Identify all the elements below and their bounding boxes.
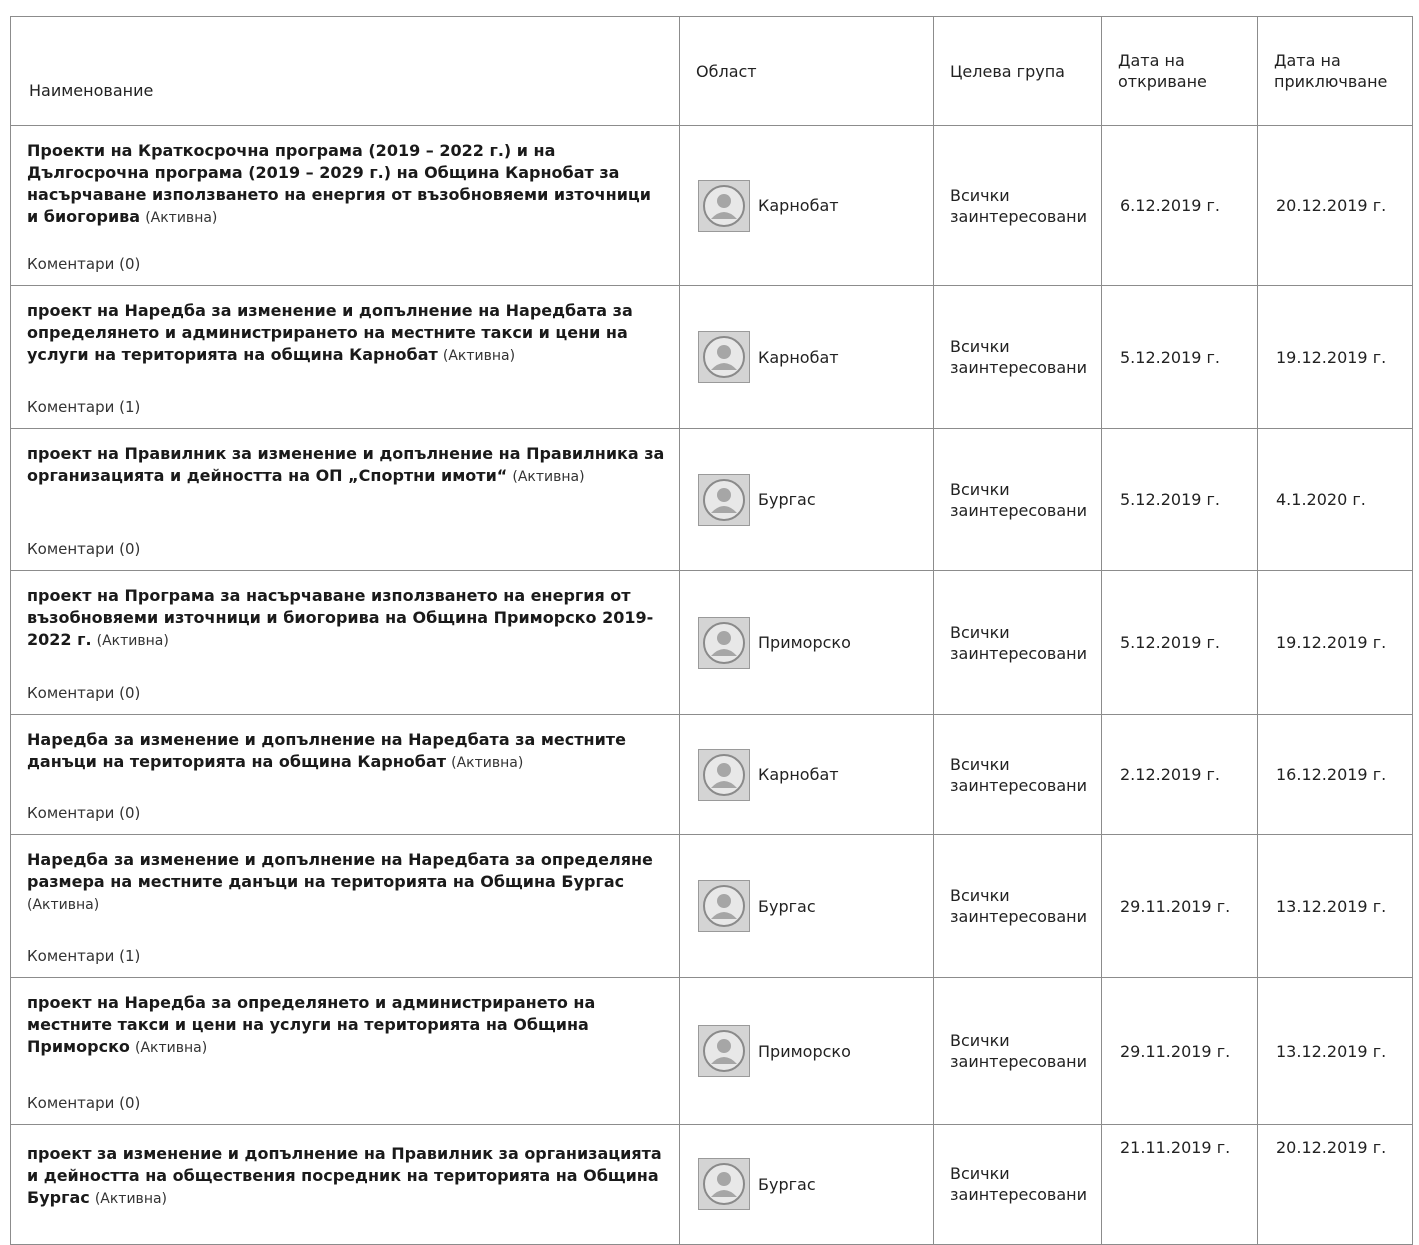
target-cell: Всички заинтересовани bbox=[934, 1125, 1102, 1245]
consultation-title-link[interactable]: Проекти на Краткосрочна програма (2019 – 2022 г.) и на Дългосрочна програма (2019 – 2029 г.) на Община Карнобат за насърчаване използването на енергия от възобновяеми източници и биогорива bbox=[27, 141, 651, 226]
status-label: (Активна) bbox=[442, 348, 516, 364]
region-cell bbox=[680, 286, 934, 429]
region-label: Бургас bbox=[758, 1174, 816, 1194]
region-cell bbox=[680, 1125, 934, 1245]
header-name[interactable]: Наименование bbox=[11, 17, 680, 126]
comments-link[interactable]: Коментари (0) bbox=[27, 804, 141, 822]
open-date-cell: 21.11.2019 г. bbox=[1102, 1125, 1258, 1245]
status-label: (Активна) bbox=[145, 210, 218, 226]
comments-link[interactable]: Коментари (0) bbox=[27, 255, 141, 273]
consultation-title-link[interactable]: Наредба за изменение и допълнение на Наредбата за местните данъци на територията на община Карнобат bbox=[27, 730, 626, 771]
header-close-date[interactable]: Дата на приключване bbox=[1258, 17, 1413, 126]
name-cell bbox=[11, 286, 680, 429]
region-cell bbox=[680, 571, 934, 715]
region-cell bbox=[680, 126, 934, 286]
region-label: Бургас bbox=[758, 896, 816, 916]
consultation-title-link[interactable]: проект на Наредба за изменение и допълнение на Наредбата за определянето и администрирането на местните такси и цени на услуги на територията на община Карнобат bbox=[27, 301, 633, 364]
name-cell bbox=[11, 429, 680, 571]
header-target[interactable]: Целева група bbox=[934, 17, 1102, 126]
name-cell bbox=[11, 126, 680, 286]
region-avatar-icon bbox=[698, 617, 750, 669]
region-label: Приморско bbox=[758, 633, 851, 652]
open-date-cell: 5.12.2019 г. bbox=[1102, 571, 1258, 715]
region-avatar-icon bbox=[698, 880, 750, 932]
table-row bbox=[11, 286, 1413, 429]
status-label: (Активна) bbox=[451, 755, 524, 771]
open-date-cell: 29.11.2019 г. bbox=[1102, 835, 1258, 978]
open-date-cell: 2.12.2019 г. bbox=[1102, 715, 1258, 835]
region-label: Карнобат bbox=[758, 347, 839, 367]
target-cell: Всички заинтересовани bbox=[934, 715, 1102, 835]
target-cell: Всички заинтересовани bbox=[934, 286, 1102, 429]
status-label: (Активна) bbox=[135, 1040, 208, 1056]
close-date-cell: 16.12.2019 г. bbox=[1258, 715, 1413, 835]
consultation-title-link[interactable]: проект на Правилник за изменение и допълнение на Правилника за организацията и дейността на ОП „Спортни имоти“ bbox=[27, 444, 665, 485]
table-row bbox=[11, 978, 1413, 1125]
consultations-table bbox=[10, 16, 1413, 1245]
open-date-cell: 5.12.2019 г. bbox=[1102, 429, 1258, 571]
consultation-title-link[interactable]: проект на Програма за насърчаване използването на енергия от възобновяеми източници и биогорива на Община Приморско 2019-2022 г. bbox=[27, 586, 654, 649]
target-cell: Всички заинтересовани bbox=[934, 978, 1102, 1125]
close-date-cell: 4.1.2020 г. bbox=[1258, 429, 1413, 571]
target-cell: Всички заинтересовани bbox=[934, 429, 1102, 571]
region-label: Приморско bbox=[758, 1041, 851, 1061]
close-date-cell: 13.12.2019 г. bbox=[1258, 835, 1413, 978]
close-date-cell: 19.12.2019 г. bbox=[1258, 286, 1413, 429]
name-cell bbox=[11, 978, 680, 1125]
header-open-date[interactable]: Дата на откриване bbox=[1102, 17, 1258, 126]
status-label: (Активна) bbox=[27, 897, 100, 913]
header-region[interactable]: Област bbox=[680, 17, 934, 126]
name-cell bbox=[11, 1125, 680, 1245]
name-cell bbox=[11, 835, 680, 978]
region-label: Карнобат bbox=[758, 765, 839, 784]
open-date-cell: 6.12.2019 г. bbox=[1102, 126, 1258, 286]
consultation-title-link[interactable]: проект за изменение и допълнение на Правилник за организацията и дейността на обществения посредник на територията на Община Бургас bbox=[27, 1144, 662, 1207]
comments-link[interactable]: Коментари (1) bbox=[27, 398, 141, 416]
comments-link[interactable]: Коментари (0) bbox=[27, 684, 141, 702]
region-avatar-icon bbox=[698, 474, 750, 526]
status-label: (Активна) bbox=[512, 469, 585, 485]
table-row bbox=[11, 715, 1413, 835]
target-cell: Всички заинтересовани bbox=[934, 571, 1102, 715]
region-label: Бургас bbox=[758, 490, 816, 509]
comments-link[interactable]: Коментари (0) bbox=[27, 540, 141, 558]
region-cell bbox=[680, 978, 934, 1125]
table-header-row bbox=[11, 17, 1413, 126]
table-row bbox=[11, 571, 1413, 715]
consultations-table-container bbox=[10, 16, 1412, 1245]
region-avatar-icon bbox=[698, 331, 750, 383]
consultation-title-link[interactable]: Наредба за изменение и допълнение на Наредбата за определяне размера на местните данъци на територията на Община Бургас bbox=[27, 850, 653, 891]
open-date-cell: 29.11.2019 г. bbox=[1102, 978, 1258, 1125]
table-row bbox=[11, 429, 1413, 571]
close-date-cell: 19.12.2019 г. bbox=[1258, 571, 1413, 715]
consultation-title-link[interactable]: проект на Наредба за определянето и администрирането на местните такси и цени на услуги на територията на Община Приморско bbox=[27, 993, 596, 1056]
close-date-cell: 20.12.2019 г. bbox=[1258, 126, 1413, 286]
region-avatar-icon bbox=[698, 749, 750, 801]
region-avatar-icon bbox=[698, 1025, 750, 1077]
status-label: (Активна) bbox=[94, 1191, 168, 1207]
region-avatar-icon bbox=[698, 1158, 750, 1210]
target-cell: Всички заинтересовани bbox=[934, 126, 1102, 286]
comments-link[interactable]: Коментари (1) bbox=[27, 947, 141, 965]
open-date-cell: 5.12.2019 г. bbox=[1102, 286, 1258, 429]
region-cell bbox=[680, 429, 934, 571]
status-label: (Активна) bbox=[96, 633, 169, 649]
table-row bbox=[11, 126, 1413, 286]
table-row bbox=[11, 1125, 1413, 1245]
table-row bbox=[11, 835, 1413, 978]
region-cell bbox=[680, 715, 934, 835]
close-date-cell: 13.12.2019 г. bbox=[1258, 978, 1413, 1125]
comments-link[interactable]: Коментари (0) bbox=[27, 1094, 141, 1112]
name-cell bbox=[11, 571, 680, 715]
close-date-cell: 20.12.2019 г. bbox=[1258, 1125, 1413, 1245]
name-cell bbox=[11, 715, 680, 835]
region-cell bbox=[680, 835, 934, 978]
region-avatar-icon bbox=[698, 180, 750, 232]
target-cell: Всички заинтересовани bbox=[934, 835, 1102, 978]
region-label: Карнобат bbox=[758, 196, 839, 215]
